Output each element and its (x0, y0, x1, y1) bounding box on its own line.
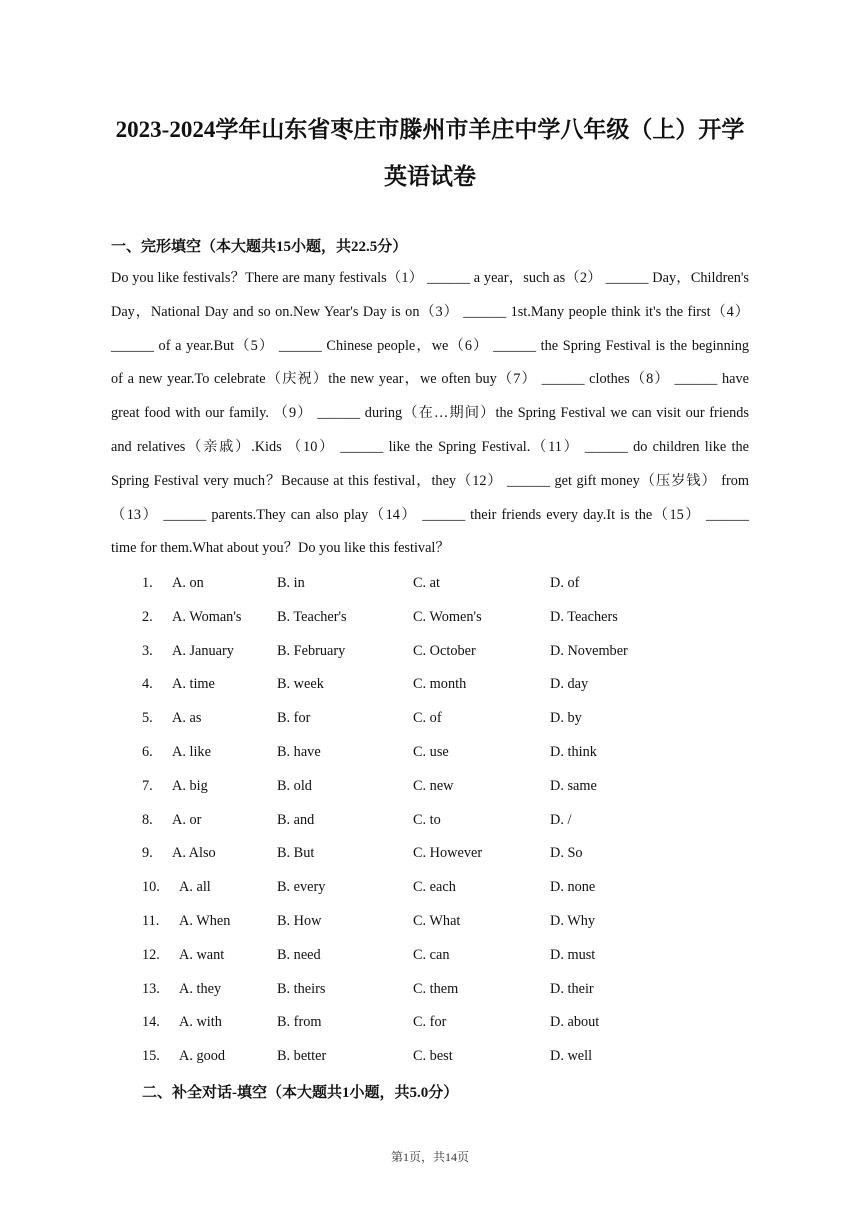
question-options-row (0, 769, 860, 803)
question-options-row (0, 938, 860, 972)
option-c: C. to (413, 811, 441, 828)
option-c: C. What (413, 913, 461, 929)
passage-line: great food with our family. （9） ______ during（在…期间）the Spring Festival we can visit our friends (111, 405, 749, 422)
option-d: D. of (550, 575, 580, 591)
option-b: B. and (277, 811, 315, 828)
cloze-passage (111, 262, 749, 566)
option-c: C. at (413, 575, 441, 591)
option-d: D. well (550, 1048, 593, 1065)
option-d: D. / (550, 811, 572, 828)
option-a: A. all (179, 879, 211, 896)
option-d: D. Why (550, 913, 596, 929)
passage-line: ______ of a year.But（5） ______ Chinese people，we（6） ______ the Spring Festival is the beginning (111, 337, 749, 354)
question-number: 11. (142, 913, 160, 929)
option-c: C. of (413, 710, 442, 727)
question-options-row (0, 1039, 860, 1073)
option-c: C. However (413, 845, 483, 862)
option-d: D. day (550, 676, 589, 693)
option-d: D. must (550, 946, 596, 963)
question-number: 1. (142, 575, 153, 591)
question-options-row (0, 634, 860, 668)
question-options-row (0, 667, 860, 701)
passage-line: time for them.What about you？Do you like this festival？ (111, 540, 450, 557)
question-number: 4. (142, 676, 153, 693)
option-b: B. February (277, 642, 346, 659)
question-number: 6. (142, 744, 153, 760)
title-line-1: 2023-2024学年山东省枣庄市滕州市羊庄中学八年级（上）开学 (115, 117, 745, 142)
question-number: 15. (142, 1048, 160, 1065)
passage-line: （13） ______ parents.They can also play（14） ______ their friends every day.It is the（15） ______ (111, 506, 749, 523)
option-a: A. Also (172, 845, 216, 862)
passage-line: Day，National Day and so on.New Year's Day is on（3） ______ 1st.Many people think it's the first（4） (111, 303, 749, 320)
option-d: D. So (550, 845, 583, 862)
option-a: A. like (172, 744, 211, 760)
option-c: C. each (413, 879, 456, 896)
option-b: B. need (277, 946, 321, 963)
question-options-row (0, 904, 860, 938)
question-number: 3. (142, 642, 153, 659)
title-line-2: 英语试卷 (384, 164, 476, 189)
question-number: 13. (142, 980, 160, 997)
passage-line: and relatives（亲戚）.Kids （10） ______ like the Spring Festival.（11） ______ do children like the (111, 438, 749, 455)
option-b: B. Teacher's (277, 608, 347, 625)
question-options-row (0, 735, 860, 769)
option-c: C. use (413, 744, 449, 760)
option-a: A. good (179, 1048, 226, 1065)
question-options-row (0, 1005, 860, 1039)
question-number: 14. (142, 1014, 160, 1031)
option-a: A. on (172, 575, 204, 591)
option-b: B. better (277, 1048, 327, 1065)
option-c: C. best (413, 1048, 453, 1065)
option-a: A. time (172, 676, 215, 693)
option-a: A. big (172, 777, 208, 794)
option-d: D. about (550, 1014, 600, 1031)
option-b: B. every (277, 879, 326, 896)
question-number: 5. (142, 710, 153, 727)
question-options-row (0, 836, 860, 870)
question-options-row (0, 600, 860, 634)
option-a: A. Woman's (172, 608, 242, 625)
question-options-row (0, 972, 860, 1006)
option-c: C. October (413, 642, 476, 659)
option-d: D. by (550, 710, 582, 727)
option-b: B. How (277, 913, 322, 929)
option-c: C. them (413, 980, 459, 997)
option-d: D. November (550, 642, 628, 659)
option-b: B. for (277, 710, 311, 727)
question-number: 9. (142, 845, 153, 862)
option-b: B. old (277, 777, 312, 794)
option-b: B. theirs (277, 980, 326, 997)
question-number: 10. (142, 879, 160, 896)
option-b: B. But (277, 845, 315, 862)
option-b: B. from (277, 1014, 322, 1031)
passage-line: Spring Festival very much？Because at this festival，they（12） ______ get gift money（压岁钱） from (111, 472, 749, 489)
option-c: C. Women's (413, 608, 482, 625)
option-a: A. with (179, 1014, 222, 1031)
question-number: 8. (142, 811, 153, 828)
option-c: C. can (413, 946, 450, 963)
option-d: D. same (550, 777, 597, 794)
option-c: C. new (413, 777, 454, 794)
option-a: A. When (179, 913, 231, 929)
section-2-heading: 二、补全对话-填空（本大题共1小题，共5.0分） (142, 1085, 459, 1101)
question-number: 7. (142, 777, 153, 794)
option-a: A. January (172, 642, 234, 659)
question-options-row (0, 803, 860, 837)
option-d: D. none (550, 879, 596, 896)
option-c: C. for (413, 1014, 447, 1031)
option-b: B. week (277, 676, 324, 693)
question-options-row (0, 566, 860, 600)
question-number: 12. (142, 946, 160, 963)
section-1-heading: 一、完形填空（本大题共15小题，共22.5分） (111, 239, 408, 255)
option-b: B. in (277, 575, 305, 591)
passage-line: Do you like festivals？There are many festivals（1） ______ a year，such as（2） ______ Day，Children's (111, 270, 749, 286)
document-title (100, 106, 760, 200)
option-a: A. or (172, 811, 202, 828)
option-d: D. Teachers (550, 608, 618, 625)
option-d: D. think (550, 744, 597, 760)
option-a: A. they (179, 980, 222, 997)
option-a: A. as (172, 710, 202, 727)
page-footer: 第1页，共14页 (390, 1150, 469, 1164)
option-c: C. month (413, 676, 467, 693)
passage-line: of a new year.To celebrate（庆祝）the new year，we often buy（7） ______ clothes（8） ______ have (111, 371, 749, 388)
question-number: 2. (142, 608, 153, 625)
question-options-row (0, 870, 860, 904)
option-a: A. want (179, 946, 225, 963)
option-d: D. their (550, 980, 594, 997)
question-options-row (0, 701, 860, 735)
option-b: B. have (277, 744, 321, 760)
